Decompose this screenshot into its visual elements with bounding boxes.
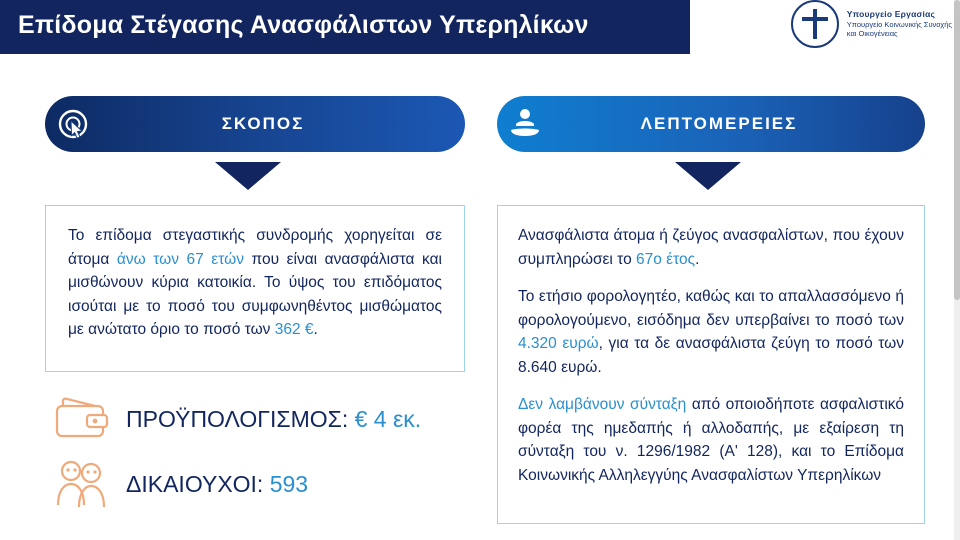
details-p1-text-3: .: [695, 250, 700, 268]
details-paragraph-3: [518, 393, 904, 487]
stat-budget-value: € 4 εκ.: [354, 405, 422, 432]
ministry-line-2: Υπουργείο Κοινωνικής Συνοχής: [846, 19, 952, 29]
purpose-text-2: άνω των 67 ετών: [116, 250, 244, 268]
purpose-text-4: 362 €: [274, 321, 314, 339]
ministry-line-3: και Οικογένειας: [846, 29, 898, 39]
wallet-icon: [50, 390, 112, 448]
stat-budget-label: ΠΡΟΫΠΟΛΟΓΙΣΜΟΣ:: [126, 405, 349, 432]
elderly-couple-icon: [50, 455, 112, 513]
details-content-box: [497, 205, 925, 524]
target-cursor-icon: [45, 96, 101, 152]
chevron-down-icon-left: [215, 162, 281, 190]
banner-details: [497, 96, 925, 152]
details-p2-text-2: 4.320 ευρώ: [518, 335, 599, 353]
stat-beneficiaries: [50, 455, 308, 513]
details-p2-text-1: Το ετήσιο φορολογητέο, καθώς και το απαλλασσόμενο ή φορολογούμενο, εισόδημα δεν υπερβαίνει το ποσό των: [518, 288, 904, 329]
ministry-text: [847, 9, 952, 38]
purpose-paragraph: [68, 224, 442, 342]
stat-budget: [50, 390, 421, 448]
details-p1-text-1: Ανασφάλιστα άτομα ή ζεύγος ανασφαλίστων, που έχουν συμπληρώσει το: [518, 227, 904, 268]
page-title: Επίδομα Στέγασης Ανασφάλιστων Υπερηλίκων: [18, 11, 589, 39]
stat-beneficiaries-value: 593: [269, 470, 309, 497]
details-p3-text-1: Δεν λαμβάνουν σύνταξη: [518, 396, 687, 414]
scrollbar-track[interactable]: [954, 0, 960, 540]
ministry-line-1: Υπουργείο Εργασίας: [846, 9, 936, 20]
banner-purpose: [45, 96, 465, 152]
stat-beneficiaries-text: [126, 471, 308, 498]
greek-coat-of-arms-icon: [791, 0, 839, 48]
purpose-text-1: Το επίδομα στεγαστικής συνδρομής χορηγείται σε άτομα: [68, 227, 442, 268]
stat-beneficiaries-label: ΔΙΚΑΙΟΥΧΟΙ:: [126, 470, 264, 497]
details-p1-text-2: 67ο έτος: [636, 250, 696, 268]
banner-details-label: ΛΕΠΤΟΜΕΡΕΙΕΣ: [640, 114, 798, 133]
details-p2-text-3: , για τα δε ανασφάλιστα ζεύγη το ποσό των 8.640 ευρώ.: [518, 335, 904, 376]
purpose-text-3: που είναι ανασφάλιστα και μισθώνουν κύρια κατοικία. Το ύψος του επιδόματος ισούται με το ποσό του συμφωνηθέντος μισθώματος με ανώτατο όριο το ποσό των: [68, 250, 442, 339]
details-paragraph-2: [518, 285, 904, 379]
stat-budget-text: [126, 406, 421, 433]
purpose-text-5: .: [313, 321, 318, 339]
purpose-content-box: [45, 205, 465, 372]
hand-giving-coin-icon: [497, 96, 553, 152]
chevron-down-icon-right: [675, 162, 741, 190]
ministry-logo: [791, 0, 952, 48]
scrollbar-thumb[interactable]: [954, 0, 960, 300]
details-p3-text-2: από οποιοδήποτε ασφαλιστικό φορέα της ημεδαπής ή αλλοδαπής, με εξαίρεση τη σύνταξη του ν. 1296/1982 (Α' 128), και το Επίδομα Κοινωνικής Αλληλεγγύης Ανασφαλίστων Υπερηλίκων: [518, 396, 904, 484]
details-paragraph-1: [518, 224, 904, 271]
banner-purpose-label: ΣΚΟΠΟΣ: [221, 114, 305, 133]
